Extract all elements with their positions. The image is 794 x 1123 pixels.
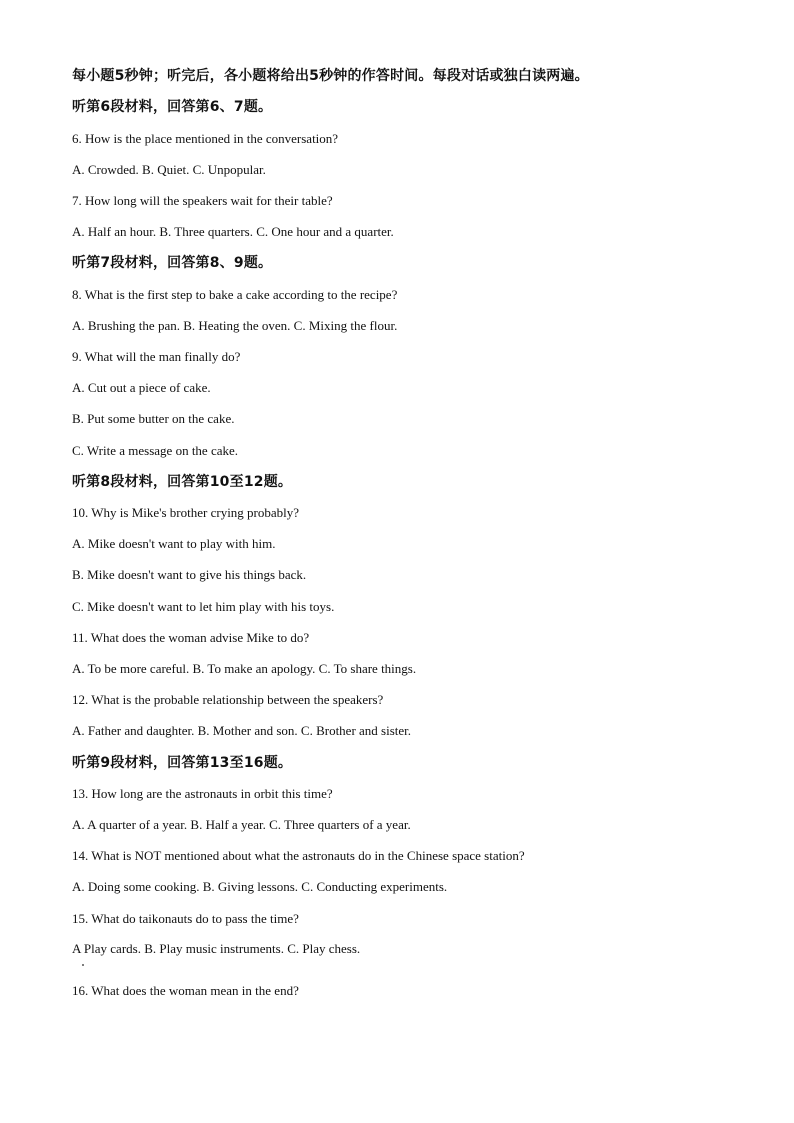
- stray-mark: [82, 964, 84, 966]
- options-7: A. Half an hour. B. Three quarters. C. One hour and a quarter.: [72, 224, 394, 239]
- option-10c: C. Mike doesn't want to let him play with his toys.: [72, 599, 335, 614]
- question-12: 12. What is the probable relationship between the speakers?: [72, 692, 384, 707]
- question-14: 14. What is NOT mentioned about what the astronauts do in the Chinese space station?: [72, 848, 525, 863]
- question-8: 8. What is the first step to bake a cake according to the recipe?: [72, 287, 398, 302]
- question-13: 13. How long are the astronauts in orbit this time?: [72, 786, 333, 801]
- question-15: 15. What do taikonauts do to pass the time?: [72, 911, 299, 926]
- instruction-text: 每小题5秒钟；听完后，各小题将给出5秒钟的作答时间。每段对话或独白读两遍。: [72, 68, 589, 84]
- option-9c: C. Write a message on the cake.: [72, 443, 239, 458]
- options-12: A. Father and daughter. B. Mother and son. C. Brother and sister.: [72, 723, 412, 738]
- options-11: A. To be more careful. B. To make an apology. C. To share things.: [72, 661, 417, 676]
- options-6: A. Crowded. B. Quiet. C. Unpopular.: [72, 162, 266, 177]
- options-15: A Play cards. B. Play music instruments. C. Play chess.: [72, 941, 361, 956]
- section-heading-8: 听第8段材料，回答第10至12题。: [72, 474, 293, 490]
- option-9a: A. Cut out a piece of cake.: [72, 380, 211, 395]
- section-heading-7: 听第7段材料，回答第8、9题。: [72, 255, 273, 271]
- question-6: 6. How is the place mentioned in the conversation?: [72, 131, 339, 146]
- question-10: 10. Why is Mike's brother crying probably?: [72, 505, 300, 520]
- option-9b: B. Put some butter on the cake.: [72, 411, 235, 426]
- question-9: 9. What will the man finally do?: [72, 349, 241, 364]
- section-heading-9: 听第9段材料，回答第13至16题。: [72, 755, 293, 771]
- section-heading-6: 听第6段材料，回答第6、7题。: [72, 99, 273, 115]
- question-11: 11. What does the woman advise Mike to do?: [72, 630, 310, 645]
- question-7: 7. How long will the speakers wait for their table?: [72, 193, 333, 208]
- option-10b: B. Mike doesn't want to give his things back.: [72, 567, 307, 582]
- question-16: 16. What does the woman mean in the end?: [72, 983, 299, 998]
- options-13: A. A quarter of a year. B. Half a year. C. Three quarters of a year.: [72, 817, 411, 832]
- option-10a: A. Mike doesn't want to play with him.: [72, 536, 276, 551]
- options-8: A. Brushing the pan. B. Heating the oven. C. Mixing the flour.: [72, 318, 398, 333]
- options-14: A. Doing some cooking. B. Giving lessons. C. Conducting experiments.: [72, 879, 448, 894]
